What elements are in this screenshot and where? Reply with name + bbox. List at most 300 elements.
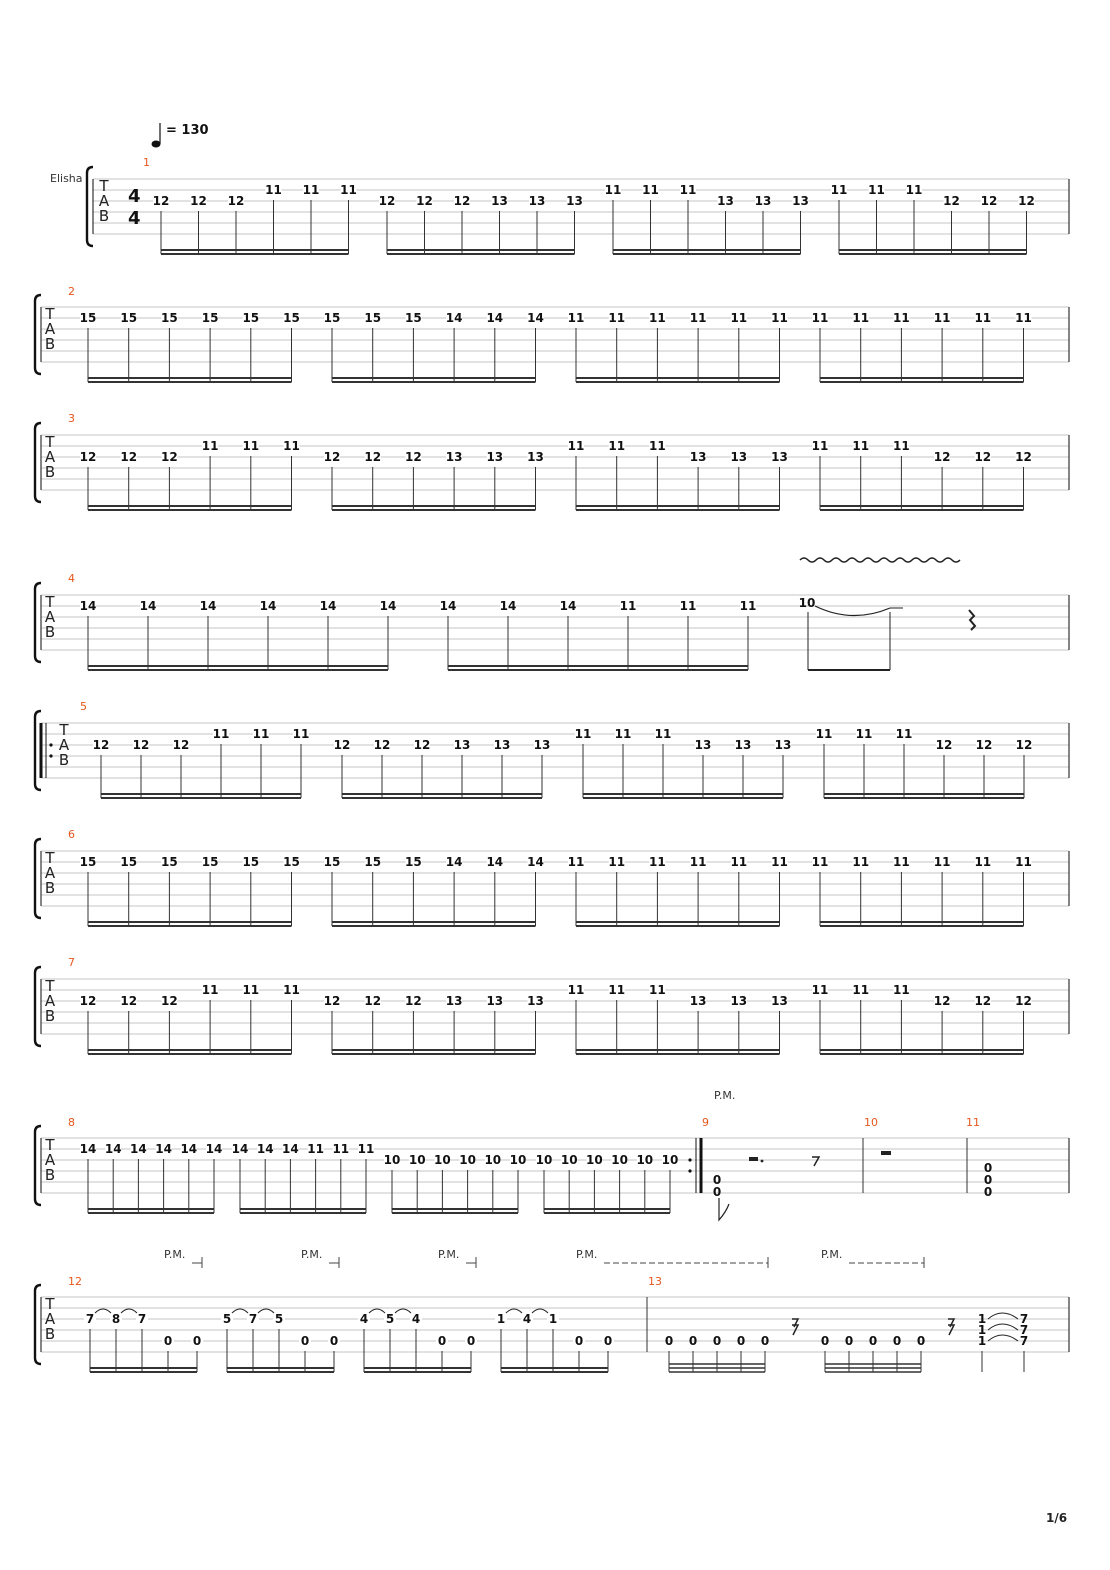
fret-number: 12 — [161, 450, 178, 464]
fret-number: 11 — [608, 439, 626, 453]
fret-number: 1 — [977, 1312, 987, 1326]
fret-number: 12 — [120, 450, 138, 464]
fret-number: 11 — [739, 599, 757, 613]
palm-mute-label: P.M. — [821, 1248, 843, 1261]
page-number: 1/6 — [1046, 1511, 1068, 1525]
measure-number: 1 — [143, 156, 150, 169]
fret-number: 13 — [730, 450, 748, 464]
fret-number: 0 — [466, 1334, 476, 1348]
fret-number: 11 — [619, 599, 637, 613]
half-rest-icon — [749, 1157, 758, 1161]
fret-number: 1 — [496, 1312, 506, 1326]
tab-clef-letter: B — [98, 207, 110, 225]
tab-clef-letter: B — [44, 463, 56, 481]
eighth-rest-icon — [812, 1157, 819, 1166]
fret-number: 13 — [754, 194, 772, 208]
measure-number: 5 — [80, 700, 87, 713]
staves — [35, 167, 1069, 1364]
fret-number: 14 — [139, 599, 157, 613]
fret-number: 11 — [567, 855, 585, 869]
system-bracket — [35, 839, 41, 918]
fret-number: 14 — [559, 599, 577, 613]
fret-number: 0 — [983, 1173, 993, 1187]
fret-number: 11 — [852, 439, 870, 453]
fret-number: 11 — [649, 855, 666, 869]
fret-number: 12 — [364, 994, 382, 1008]
measure-number: 9 — [702, 1116, 709, 1129]
fret-number: 14 — [205, 1142, 223, 1156]
fret-number: 0 — [844, 1334, 854, 1348]
fret-number: 10 — [611, 1153, 628, 1167]
fret-number: 0 — [983, 1161, 993, 1175]
fret-number: 14 — [130, 1142, 147, 1156]
fret-number: 11 — [905, 183, 923, 197]
fret-number: 11 — [649, 311, 666, 325]
fret-number: 10 — [535, 1153, 553, 1167]
fret-number: 0 — [712, 1185, 722, 1199]
fret-number: 10 — [636, 1153, 654, 1167]
fret-number: 14 — [282, 1142, 299, 1156]
fret-number: 5 — [385, 1312, 395, 1326]
tab-clef-letter: A — [44, 608, 56, 626]
fret-number: 13 — [694, 738, 712, 752]
fret-number: 13 — [533, 738, 551, 752]
fret-number: 11 — [567, 983, 585, 997]
fret-number: 14 — [499, 599, 517, 613]
fret-number: 11 — [340, 183, 357, 197]
fret-number: 10 — [383, 1153, 401, 1167]
fret-number: 13 — [527, 450, 544, 464]
fret-number: 11 — [1015, 855, 1032, 869]
fret-number: 11 — [292, 727, 310, 741]
fret-number: 12 — [120, 994, 138, 1008]
fret-number: 12 — [974, 994, 992, 1008]
fret-number: 12 — [378, 194, 396, 208]
fret-number: 13 — [527, 994, 544, 1008]
measure-number: 12 — [68, 1275, 82, 1288]
fret-number: 7 — [248, 1312, 258, 1326]
fret-number: 11 — [283, 983, 300, 997]
fret-number: 15 — [364, 855, 382, 869]
fret-number: 11 — [332, 1142, 350, 1156]
whole-rest-icon — [881, 1151, 891, 1155]
fret-number: 11 — [212, 727, 230, 741]
fret-number: 13 — [689, 450, 707, 464]
palm-mute-label: P.M. — [576, 1248, 598, 1261]
repeat-end-icon — [688, 1158, 691, 1161]
tab-clef-letter: B — [44, 1166, 56, 1184]
system-bracket — [35, 1285, 41, 1364]
fret-number: 11 — [614, 727, 632, 741]
fret-number: 0 — [712, 1334, 722, 1348]
fret-number: 15 — [201, 855, 219, 869]
tie-icon — [815, 606, 890, 616]
fret-number: 14 — [527, 311, 544, 325]
tab-clef-letter: A — [44, 320, 56, 338]
fret-number: 12 — [1015, 994, 1032, 1008]
tab-clef-letter: A — [44, 864, 56, 882]
fret-number: 14 — [379, 599, 397, 613]
fret-number: 14 — [231, 1142, 249, 1156]
tab-clef-letter: T — [45, 433, 55, 451]
fret-number: 11 — [302, 183, 320, 197]
fret-number: 13 — [689, 994, 707, 1008]
fret-number: 14 — [199, 599, 217, 613]
fret-number: 15 — [161, 855, 178, 869]
fret-number: 10 — [509, 1153, 527, 1167]
fret-number: 13 — [730, 994, 748, 1008]
fret-number: 12 — [373, 738, 391, 752]
fret-number: 11 — [649, 983, 666, 997]
fret-number: 11 — [811, 855, 829, 869]
fret-number: 11 — [679, 599, 697, 613]
fret-number: 14 — [445, 311, 463, 325]
fret-number: 11 — [1015, 311, 1032, 325]
fret-number: 11 — [679, 183, 697, 197]
fret-number: 12 — [152, 194, 170, 208]
measure-9-11 — [713, 1089, 992, 1220]
fret-number: 0 — [437, 1334, 447, 1348]
fret-number: 0 — [603, 1334, 613, 1348]
fret-number: 11 — [567, 311, 585, 325]
fret-number: 15 — [120, 855, 138, 869]
measure-number: 13 — [648, 1275, 662, 1288]
eighth-flag-icon — [719, 1198, 729, 1220]
fret-number: 12 — [323, 994, 341, 1008]
tempo-label: = 130 — [166, 123, 209, 138]
fret-number: 11 — [567, 439, 585, 453]
fret-number: 13 — [486, 450, 504, 464]
fret-number: 12 — [933, 994, 951, 1008]
fret-number: 7 — [1019, 1312, 1029, 1326]
fret-number: 10 — [484, 1153, 502, 1167]
fret-number: 13 — [486, 994, 504, 1008]
fret-number: 11 — [608, 311, 626, 325]
fret-number: 11 — [608, 983, 626, 997]
fret-number: 12 — [172, 738, 190, 752]
fret-number: 11 — [895, 727, 913, 741]
fret-number: 14 — [256, 1142, 274, 1156]
fret-number: 0 — [916, 1334, 926, 1348]
fret-number: 13 — [528, 194, 546, 208]
slur-icon — [532, 1309, 548, 1313]
fret-number: 0 — [163, 1334, 173, 1348]
tab-clef-letter: T — [99, 177, 109, 195]
slur-icon — [369, 1309, 385, 1313]
fret-number: 12 — [227, 194, 245, 208]
tempo-marking — [152, 123, 209, 148]
fret-number: 11 — [771, 855, 788, 869]
fret-number: 10 — [560, 1153, 578, 1167]
fret-number: 4 — [522, 1312, 532, 1326]
fret-number: 15 — [242, 311, 260, 325]
fret-number: 12 — [980, 194, 998, 208]
fret-number: 14 — [155, 1142, 172, 1156]
fret-number: 0 — [868, 1334, 878, 1348]
measure-number: 7 — [68, 956, 75, 969]
fret-number: 0 — [712, 1173, 722, 1187]
fret-number: 0 — [300, 1334, 310, 1348]
note-groups — [80, 183, 1035, 1213]
slur-icon — [95, 1309, 111, 1313]
fret-number: 12 — [161, 994, 178, 1008]
fret-number: 12 — [1018, 194, 1035, 208]
fret-number: 13 — [445, 450, 463, 464]
fret-number: 13 — [774, 738, 792, 752]
tab-clef-letter: T — [45, 849, 55, 867]
fret-number: 7 — [137, 1312, 147, 1326]
fret-number: 11 — [242, 439, 260, 453]
fret-number: 10 — [798, 596, 816, 610]
system-bracket — [35, 423, 41, 502]
fret-number: 12 — [333, 738, 351, 752]
fret-number: 11 — [852, 855, 870, 869]
time-signature — [128, 186, 141, 229]
fret-number: 10 — [408, 1153, 426, 1167]
fret-number: 14 — [445, 855, 463, 869]
fret-number: 11 — [974, 311, 992, 325]
fret-number: 11 — [893, 855, 910, 869]
fret-number: 4 — [411, 1312, 421, 1326]
tab-clef-letter: A — [58, 736, 70, 754]
fret-number: 15 — [283, 311, 300, 325]
fret-number: 13 — [566, 194, 583, 208]
fret-number: 11 — [933, 855, 951, 869]
measure-12-13 — [84, 1248, 1028, 1372]
vibrato-icon — [800, 558, 960, 562]
fret-number: 15 — [283, 855, 300, 869]
fret-number: 13 — [717, 194, 734, 208]
fret-number: 4 — [359, 1312, 369, 1326]
fret-number: 14 — [104, 1142, 122, 1156]
fret-number: 7 — [1019, 1323, 1029, 1337]
fret-number: 11 — [974, 855, 992, 869]
fret-number: 11 — [730, 855, 748, 869]
instrument-name: Elisha — [50, 172, 83, 185]
measure-number: 4 — [68, 572, 75, 585]
tab-clef-letter: T — [45, 593, 55, 611]
fret-number: 0 — [329, 1334, 339, 1348]
fret-number: 13 — [491, 194, 508, 208]
fret-number: 13 — [734, 738, 752, 752]
fret-number: 13 — [445, 994, 463, 1008]
tied-vibrato-note — [799, 558, 975, 670]
fret-number: 11 — [201, 439, 219, 453]
fret-number: 11 — [811, 311, 829, 325]
fret-number: 12 — [453, 194, 471, 208]
fret-number: 11 — [201, 983, 219, 997]
time-signature-top: 4 — [128, 186, 141, 207]
fret-number: 11 — [649, 439, 666, 453]
fret-number: 12 — [79, 450, 97, 464]
fret-number: 0 — [760, 1334, 770, 1348]
fret-number: 15 — [405, 855, 422, 869]
fret-number: 11 — [855, 727, 873, 741]
system-bracket — [87, 167, 93, 246]
slide-icon — [988, 1324, 1018, 1330]
fret-number: 12 — [405, 994, 422, 1008]
fret-number: 15 — [364, 311, 382, 325]
fret-number: 7 — [85, 1312, 95, 1326]
fret-number: 11 — [608, 855, 626, 869]
fret-number: 11 — [252, 727, 270, 741]
fret-number: 15 — [323, 311, 341, 325]
fret-number: 7 — [1019, 1334, 1029, 1348]
tab-clef-letter: A — [44, 448, 56, 466]
fret-number: 14 — [527, 855, 544, 869]
fret-number: 12 — [413, 738, 431, 752]
sixteenth-rest-icon — [948, 1319, 954, 1335]
fret-number: 11 — [265, 183, 282, 197]
fret-number: 12 — [1015, 738, 1033, 752]
tab-clef-letter: T — [45, 305, 55, 323]
fret-number: 11 — [654, 727, 672, 741]
time-signature-bottom: 4 — [128, 208, 141, 229]
fret-number: 14 — [259, 599, 277, 613]
fret-number: 11 — [893, 311, 910, 325]
sixteenth-rest-icon — [792, 1319, 798, 1335]
fret-number: 12 — [933, 450, 951, 464]
fret-number: 12 — [405, 450, 422, 464]
measure-number: 8 — [68, 1116, 75, 1129]
fret-number: 12 — [1015, 450, 1032, 464]
fret-number: 0 — [574, 1334, 584, 1348]
fret-number: 8 — [111, 1312, 121, 1326]
tab-clef-letter: A — [44, 1151, 56, 1169]
fret-number: 12 — [975, 738, 993, 752]
fret-number: 0 — [892, 1334, 902, 1348]
slur-icon — [232, 1309, 248, 1313]
fret-number: 13 — [771, 994, 788, 1008]
fret-number: 14 — [439, 599, 457, 613]
system-bracket — [35, 583, 41, 662]
measure-number: 2 — [68, 285, 75, 298]
fret-number: 11 — [933, 311, 951, 325]
fret-number: 11 — [604, 183, 622, 197]
tab-clef-letter: A — [44, 992, 56, 1010]
fret-number: 15 — [120, 311, 138, 325]
fret-number: 12 — [92, 738, 110, 752]
slur-icon — [258, 1309, 274, 1313]
fret-number: 12 — [416, 194, 433, 208]
palm-mute-label: P.M. — [438, 1248, 460, 1261]
palm-mute-label: P.M. — [714, 1089, 736, 1102]
slide-icon — [988, 1335, 1018, 1341]
tab-clef-letter: T — [45, 1295, 55, 1313]
fret-number: 15 — [79, 311, 97, 325]
fret-number: 12 — [190, 194, 207, 208]
fret-number: 12 — [79, 994, 97, 1008]
fret-number: 14 — [79, 1142, 97, 1156]
tab-clef-letter: B — [44, 1325, 56, 1343]
fret-number: 11 — [642, 183, 659, 197]
fret-number: 15 — [79, 855, 97, 869]
fret-number: 13 — [493, 738, 511, 752]
fret-number: 11 — [811, 439, 829, 453]
tab-clef-letter: T — [45, 1136, 55, 1154]
slur-icon — [506, 1309, 522, 1313]
fret-number: 0 — [736, 1334, 746, 1348]
fret-number: 15 — [242, 855, 260, 869]
palm-mute-label: P.M. — [301, 1248, 323, 1261]
fret-number: 0 — [688, 1334, 698, 1348]
fret-number: 11 — [830, 183, 848, 197]
fret-number: 5 — [274, 1312, 284, 1326]
palm-mute-label: P.M. — [164, 1248, 186, 1261]
fret-number: 12 — [132, 738, 150, 752]
fret-number: 15 — [405, 311, 422, 325]
fret-number: 12 — [974, 450, 992, 464]
fret-number: 11 — [689, 311, 707, 325]
fret-number: 11 — [868, 183, 885, 197]
fret-number: 15 — [201, 311, 219, 325]
slur-icon — [121, 1309, 137, 1313]
measure-number: 6 — [68, 828, 75, 841]
measure-number: 3 — [68, 412, 75, 425]
tab-clef-letter: B — [44, 879, 56, 897]
slide-icon — [988, 1313, 1018, 1319]
slur-icon — [395, 1309, 411, 1313]
fret-number: 12 — [943, 194, 960, 208]
fret-number: 13 — [771, 450, 788, 464]
fret-number: 12 — [364, 450, 382, 464]
fret-number: 0 — [983, 1185, 993, 1199]
tab-clef-letter: A — [98, 192, 110, 210]
fret-number: 0 — [192, 1334, 202, 1348]
fret-number: 14 — [180, 1142, 198, 1156]
tab-clef-letter: B — [58, 751, 70, 769]
fret-number: 10 — [586, 1153, 603, 1167]
tab-clef-letter: T — [45, 977, 55, 995]
fret-number: 13 — [792, 194, 809, 208]
fret-number: 11 — [283, 439, 300, 453]
fret-number: 10 — [459, 1153, 476, 1167]
rest-icon — [969, 610, 975, 630]
system-bracket — [35, 295, 41, 374]
fret-number: 11 — [307, 1142, 324, 1156]
system-bracket — [35, 1126, 41, 1205]
tab-clef-letter: B — [44, 1007, 56, 1025]
measure-number: 11 — [966, 1116, 980, 1129]
fret-number: 15 — [161, 311, 178, 325]
fret-number: 11 — [852, 311, 870, 325]
fret-number: 10 — [661, 1153, 679, 1167]
fret-number: 12 — [323, 450, 341, 464]
measure-number: 10 — [864, 1116, 878, 1129]
fret-number: 0 — [820, 1334, 830, 1348]
fret-number: 14 — [319, 599, 337, 613]
fret-number: 14 — [486, 311, 504, 325]
tab-clef-letter: B — [44, 623, 56, 641]
fret-number: 11 — [815, 727, 833, 741]
tab-clef-letter: B — [44, 335, 56, 353]
system-bracket — [35, 967, 41, 1046]
fret-number: 11 — [852, 983, 870, 997]
fret-number: 0 — [664, 1334, 674, 1348]
fret-number: 11 — [689, 855, 707, 869]
tab-clef-letter: T — [59, 721, 69, 739]
fret-number: 11 — [357, 1142, 375, 1156]
quarter-note-icon — [152, 141, 161, 148]
fret-number: 11 — [771, 311, 788, 325]
fret-number: 10 — [434, 1153, 451, 1167]
fret-number: 11 — [893, 439, 910, 453]
fret-number: 11 — [242, 983, 260, 997]
fret-number: 1 — [977, 1334, 987, 1348]
fret-number: 11 — [574, 727, 592, 741]
fret-number: 11 — [893, 983, 910, 997]
fret-number: 1 — [977, 1323, 987, 1337]
